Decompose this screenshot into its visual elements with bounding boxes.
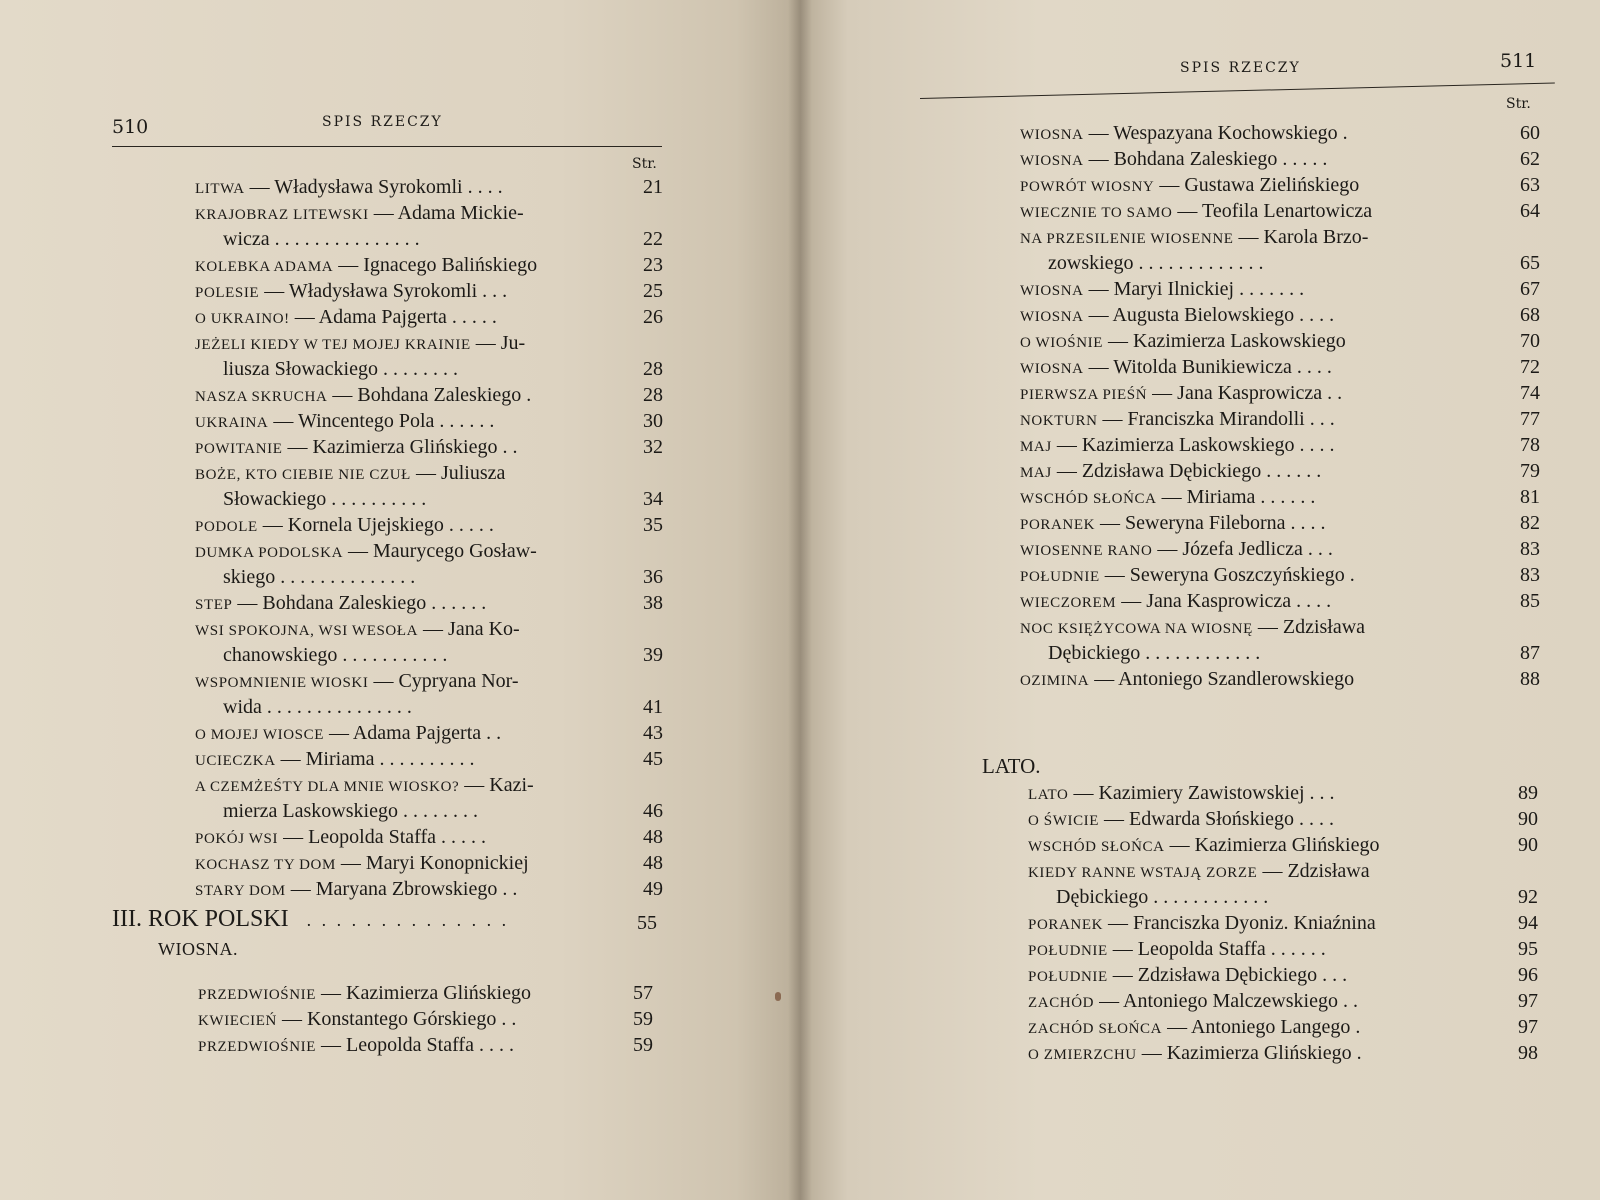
toc-entry: [195, 408, 663, 434]
toc-list: [195, 174, 663, 902]
entry-title: PIERWSZA PIEŚŃ: [1020, 387, 1148, 403]
entry-author: — Antoniego Langego .: [1162, 1016, 1361, 1038]
toc-entry: [195, 746, 663, 772]
entry-page-num: 46: [643, 800, 663, 822]
entry-page-num: 28: [643, 358, 663, 380]
toc-entry: [195, 434, 663, 460]
entry-author: — Zdzisława: [1257, 860, 1370, 882]
toc-entry: [1020, 406, 1540, 432]
toc-entry: [1020, 328, 1540, 354]
entry-page-num: 62: [1520, 148, 1540, 170]
entry-page-num: 82: [1520, 512, 1540, 534]
toc-entry: [1020, 458, 1540, 484]
entry-title: WSCHÓD SŁOŃCA: [1020, 491, 1157, 507]
entry-page-num: 63: [1520, 174, 1540, 196]
toc-entry: [1028, 832, 1538, 858]
entry-page-num: 59: [633, 1034, 653, 1056]
entry-title: KOCHASZ TY DOM: [195, 857, 336, 873]
subsection-toc-list: [198, 980, 653, 1058]
book-gutter: [788, 0, 812, 1200]
entry-page-num: 35: [643, 514, 663, 536]
entry-page-num: 90: [1518, 808, 1538, 830]
toc-entry: [195, 538, 663, 564]
entry-title: POWITANIE: [195, 441, 283, 457]
toc-entry: [1028, 858, 1538, 884]
toc-entry: [1028, 988, 1538, 1014]
entry-title: NASZA SKRUCHA: [195, 389, 328, 405]
entry-author: chanowskiego . . . . . . . . . . .: [223, 644, 448, 666]
entry-title: ZACHÓD: [1028, 995, 1095, 1011]
entry-page-num: 49: [643, 878, 663, 900]
toc-entry: [1020, 484, 1540, 510]
entry-page-num: 81: [1520, 486, 1540, 508]
entry-author: — Kazimierza Glińskiego . .: [282, 436, 518, 458]
toc-entry: [1020, 354, 1540, 380]
entry-author: — Seweryna Goszczyńskiego .: [1099, 564, 1355, 586]
entry-page-num: 32: [643, 436, 663, 458]
entry-author: — Kazimierza Glińskiego: [316, 982, 531, 1004]
toc-list: [1020, 120, 1540, 692]
entry-author: — Bohdana Zaleskiego . . . . . .: [232, 592, 487, 614]
toc-entry: [1028, 884, 1538, 910]
entry-author: — Antoniego Malczewskiego . .: [1094, 990, 1358, 1012]
toc-entry: [1028, 1040, 1538, 1066]
entry-author: mierza Laskowskiego . . . . . . . .: [223, 800, 478, 822]
entry-title: POWRÓT WIOSNY: [1020, 179, 1155, 195]
str-label: Str.: [632, 156, 657, 172]
toc-entry: [195, 486, 663, 512]
entry-title: BOŻE, KTO CIEBIE NIE CZUŁ: [195, 467, 411, 483]
entry-title: NA PRZESILENIE WIOSENNE: [1020, 231, 1234, 247]
entry-author: — Seweryna Fileborna . . . .: [1095, 512, 1326, 534]
entry-author: — Karola Brzo-: [1233, 226, 1369, 248]
toc-entry: [195, 512, 663, 538]
entry-title: O WIOŚNIE: [1020, 335, 1104, 351]
entry-author: — Augusta Bielowskiego . . . .: [1083, 304, 1335, 326]
entry-author: — Maryi Ilnickiej . . . . . . .: [1083, 278, 1305, 300]
entry-page-num: 22: [643, 228, 663, 250]
entry-title: JEŻELI KIEDY W TEJ MOJEJ KRAINIE: [195, 337, 471, 353]
entry-title: WIOSNA: [1020, 361, 1084, 377]
lato-heading: LATO.: [982, 754, 1041, 778]
entry-page-num: 34: [643, 488, 663, 510]
entry-page-num: 96: [1518, 964, 1538, 986]
entry-title: LITWA: [195, 181, 245, 197]
entry-title: WIOSNA: [1020, 127, 1084, 143]
section-title: III. ROK POLSKI: [112, 906, 289, 932]
entry-author: — Zdzisława Dębickiego . . . . . .: [1051, 460, 1322, 482]
toc-entry: [1028, 962, 1538, 988]
entry-author: — Franciszka Dyoniz. Kniaźnina: [1103, 912, 1376, 934]
entry-page-num: 30: [643, 410, 663, 432]
running-title: SPIS RZECZY: [1180, 60, 1301, 76]
entry-author: — Gustawa Zielińskiego: [1154, 174, 1360, 196]
entry-author: skiego . . . . . . . . . . . . . .: [223, 566, 416, 588]
entry-author: — Wincentego Pola . . . . . .: [268, 410, 495, 432]
entry-author: — Maryi Konopnickiej: [335, 852, 529, 874]
entry-author: — Kazimierza Glińskiego: [1164, 834, 1380, 856]
entry-author: — Kazimiery Zawistowskiej . . .: [1068, 782, 1335, 804]
toc-entry: [195, 590, 663, 616]
entry-author: — Jana Ko-: [418, 618, 520, 640]
entry-author: — Leopolda Staffa . . . .: [316, 1034, 514, 1056]
entry-title: POŁUDNIE: [1028, 969, 1108, 985]
header-rule: [920, 82, 1555, 99]
entry-author: — Maryana Zbrowskiego . .: [285, 878, 518, 900]
toc-entry: [1020, 172, 1540, 198]
toc-entry: [1020, 614, 1540, 640]
entry-author: liusza Słowackiego . . . . . . . .: [223, 358, 458, 380]
toc-entry: [195, 876, 663, 902]
entry-page-num: 88: [1520, 668, 1540, 690]
entry-page-num: 36: [643, 566, 663, 588]
entry-title: PORANEK: [1020, 517, 1096, 533]
toc-entry: [1020, 666, 1540, 692]
toc-entry: [1020, 510, 1540, 536]
entry-author: — Jana Kasprowicza . . . .: [1116, 590, 1332, 612]
toc-entry: [198, 1032, 653, 1058]
toc-entry: [1028, 1014, 1538, 1040]
toc-entry: [195, 668, 663, 694]
toc-entry: [195, 460, 663, 486]
entry-author: — Bohdana Zaleskiego .: [327, 384, 532, 406]
entry-title: WIOSNA: [1020, 153, 1084, 169]
lato-block: [982, 752, 1542, 782]
entry-author: — Władysława Syrokomli . . .: [259, 280, 508, 302]
toc-entry: [195, 356, 663, 382]
section-page-num: 55: [637, 912, 657, 934]
entry-author: — Adama Pajgerta . . . . .: [289, 306, 497, 328]
entry-author: — Juliusza: [410, 462, 506, 484]
entry-title: KWIECIEŃ: [198, 1013, 277, 1029]
entry-page-num: 45: [643, 748, 663, 770]
entry-author: Dębickiego . . . . . . . . . . . .: [1048, 642, 1261, 664]
entry-page-num: 23: [643, 254, 663, 276]
entry-title: O ŚWICIE: [1028, 813, 1100, 829]
entry-title: WSI SPOKOJNA, WSI WESOŁA: [195, 623, 419, 639]
entry-title: KOLEBKA ADAMA: [195, 259, 334, 275]
entry-page-num: 87: [1520, 642, 1540, 664]
entry-author: Dębickiego . . . . . . . . . . . .: [1056, 886, 1269, 908]
entry-title: WSPOMNIENIE WIOSKI: [195, 675, 369, 691]
toc-entry: [195, 694, 663, 720]
entry-page-num: 67: [1520, 278, 1540, 300]
entry-title: A CZEMŻEŚTY DLA MNIE WIOSKO?: [195, 779, 460, 795]
toc-entry: [1020, 432, 1540, 458]
toc-entry: [1020, 276, 1540, 302]
entry-title: ZACHÓD SŁOŃCA: [1028, 1021, 1163, 1037]
entry-page-num: 60: [1520, 122, 1540, 144]
entry-page-num: 57: [633, 982, 653, 1004]
entry-title: POŁUDNIE: [1020, 569, 1100, 585]
entry-author: — Miriama . . . . . . . . . .: [275, 748, 475, 770]
entry-author: — Adama Pajgerta . .: [323, 722, 502, 744]
page-number: 511: [1500, 50, 1537, 72]
entry-author: wicza . . . . . . . . . . . . . . .: [223, 228, 420, 250]
entry-page-num: 65: [1520, 252, 1540, 274]
toc-entry: [195, 642, 663, 668]
entry-title: WSCHÓD SŁOŃCA: [1028, 839, 1165, 855]
entry-page-num: 74: [1520, 382, 1540, 404]
toc-entry: [198, 980, 653, 1006]
entry-title: UCIECZKA: [195, 753, 276, 769]
entry-title: PORANEK: [1028, 917, 1104, 933]
toc-entry: [195, 304, 663, 330]
toc-entry: [1028, 936, 1538, 962]
toc-entry: [195, 226, 663, 252]
entry-page-num: 90: [1518, 834, 1538, 856]
entry-page-num: 79: [1520, 460, 1540, 482]
entry-page-num: 48: [643, 852, 663, 874]
entry-title: O MOJEJ WIOSCE: [195, 727, 324, 743]
entry-page-num: 21: [643, 176, 663, 198]
entry-page-num: 83: [1520, 538, 1540, 560]
section-block: [112, 902, 657, 966]
entry-page-num: 95: [1518, 938, 1538, 960]
toc-entry: [1020, 146, 1540, 172]
entry-author: — Kazimierza Glińskiego .: [1136, 1042, 1362, 1064]
entry-page-num: 78: [1520, 434, 1540, 456]
entry-page-num: 92: [1518, 886, 1538, 908]
entry-page-num: 48: [643, 826, 663, 848]
entry-page-num: 98: [1518, 1042, 1538, 1064]
entry-title: KIEDY RANNE WSTAJĄ ZORZE: [1028, 865, 1258, 881]
toc-entry: [195, 382, 663, 408]
paper-stain: [775, 992, 781, 1001]
entry-page-num: 97: [1518, 1016, 1538, 1038]
toc-entry: [1020, 250, 1540, 276]
entry-title: WIECZNIE TO SAMO: [1020, 205, 1173, 221]
toc-entry: [195, 824, 663, 850]
entry-page-num: 43: [643, 722, 663, 744]
entry-page-num: 94: [1518, 912, 1538, 934]
entry-page-num: 97: [1518, 990, 1538, 1012]
entry-page-num: 25: [643, 280, 663, 302]
entry-author: — Leopolda Staffa . . . . .: [278, 826, 486, 848]
toc-entry: [195, 564, 663, 590]
entry-title: UKRAINA: [195, 415, 269, 431]
entry-title: NOKTURN: [1020, 413, 1098, 429]
entry-page-num: 39: [643, 644, 663, 666]
entry-title: LATO: [1028, 787, 1069, 803]
entry-title: NOC KSIĘŻYCOWA NA WIOSNĘ: [1020, 621, 1253, 637]
entry-page-num: 85: [1520, 590, 1540, 612]
toc-entry: [1020, 120, 1540, 146]
entry-page-num: 70: [1520, 330, 1540, 352]
entry-page-num: 83: [1520, 564, 1540, 586]
entry-author: — Bohdana Zaleskiego . . . . .: [1083, 148, 1328, 170]
entry-author: — Ignacego Balińskiego: [333, 254, 538, 276]
page-number: 510: [112, 116, 149, 138]
toc-entry: [1020, 302, 1540, 328]
toc-entry: [198, 1006, 653, 1032]
entry-author: — Władysława Syrokomli . . . .: [244, 176, 503, 198]
entry-title: OZIMINA: [1020, 673, 1090, 689]
entry-author: — Witolda Bunikiewicza . . . .: [1083, 356, 1332, 378]
toc-entry: [195, 798, 663, 824]
entry-author: — Edwarda Słońskiego . . . .: [1099, 808, 1335, 830]
entry-page-num: 77: [1520, 408, 1540, 430]
entry-author: — Teofila Lenartowicza: [1172, 200, 1373, 222]
entry-title: WIOSENNE RANO: [1020, 543, 1153, 559]
entry-title: KRAJOBRAZ LITEWSKI: [195, 207, 369, 223]
toc-entry: [1028, 910, 1538, 936]
entry-author: — Maurycego Gosław-: [343, 540, 537, 562]
entry-author: zowskiego . . . . . . . . . . . . .: [1048, 252, 1264, 274]
entry-author: — Kornela Ujejskiego . . . . .: [257, 514, 494, 536]
subsection-heading: WIOSNA.: [158, 939, 238, 959]
entry-title: WIOSNA: [1020, 283, 1084, 299]
toc-entry: [195, 772, 663, 798]
entry-author: Słowackiego . . . . . . . . . .: [223, 488, 427, 510]
entry-title: O ZMIERZCHU: [1028, 1047, 1137, 1063]
toc-entry: [1028, 780, 1538, 806]
toc-entry: [195, 616, 663, 642]
entry-title: POŁUDNIE: [1028, 943, 1108, 959]
entry-title: POLESIE: [195, 285, 260, 301]
toc-entry: [195, 200, 663, 226]
running-title: SPIS RZECZY: [322, 114, 443, 130]
entry-author: — Wespazyana Kochowskiego .: [1083, 122, 1348, 144]
entry-author: wida . . . . . . . . . . . . . . .: [223, 696, 412, 718]
entry-title: PODOLE: [195, 519, 258, 535]
entry-title: DUMKA PODOLSKA: [195, 545, 343, 561]
entry-page-num: 38: [643, 592, 663, 614]
entry-title: STARY DOM: [195, 883, 286, 899]
entry-author: — Konstantego Górskiego . .: [276, 1008, 517, 1030]
entry-title: WIOSNA: [1020, 309, 1084, 325]
entry-author: — Cypryana Nor-: [368, 670, 519, 692]
entry-page-num: 59: [633, 1008, 653, 1030]
entry-author: — Zdzisława: [1252, 616, 1366, 638]
entry-title: POKÓJ WSI: [195, 831, 279, 847]
entry-author: — Ju-: [470, 332, 526, 354]
toc-entry: [195, 252, 663, 278]
entry-title: O UKRAINO!: [195, 311, 290, 327]
entry-page-num: 72: [1520, 356, 1540, 378]
entry-author: — Kazimierza Laskowskiego . . . .: [1051, 434, 1335, 456]
entry-title: MAJ: [1020, 439, 1052, 455]
toc-entry: [195, 850, 663, 876]
entry-author: — Franciszka Mirandolli . . .: [1097, 408, 1335, 430]
right-page: [800, 0, 1600, 1200]
entry-page-num: 41: [643, 696, 663, 718]
section-heading: [112, 902, 657, 936]
toc-entry: [1020, 224, 1540, 250]
toc-entry: [195, 330, 663, 356]
entry-page-num: 64: [1520, 200, 1540, 222]
entry-title: MAJ: [1020, 465, 1052, 481]
toc-entry: [1020, 562, 1540, 588]
toc-entry: [1020, 588, 1540, 614]
entry-title: PRZEDWIOŚNIE: [198, 1039, 317, 1055]
toc-entry: [1028, 806, 1538, 832]
toc-entry: [1020, 640, 1540, 666]
entry-author: — Józefa Jedlicza . . .: [1152, 538, 1333, 560]
toc-entry: [195, 174, 663, 200]
toc-entry: [1020, 536, 1540, 562]
section-dots: . . . . . . . . . . . . . .: [306, 910, 510, 930]
entry-title: STEP: [195, 597, 233, 613]
entry-author: — Kazimierza Laskowskiego: [1103, 330, 1346, 352]
entry-page-num: 26: [643, 306, 663, 328]
toc-entry: [195, 720, 663, 746]
entry-author: — Antoniego Szandlerowskiego: [1089, 668, 1355, 690]
entry-author: — Zdzisława Dębickiego . . .: [1107, 964, 1348, 986]
lato-toc-list: [1028, 780, 1538, 1066]
toc-entry: [1020, 380, 1540, 406]
entry-author: — Jana Kasprowicza . .: [1147, 382, 1343, 404]
toc-entry: [1020, 198, 1540, 224]
entry-title: PRZEDWIOŚNIE: [198, 987, 317, 1003]
entry-page-num: 89: [1518, 782, 1538, 804]
str-label: Str.: [1506, 96, 1531, 112]
entry-author: — Kazi-: [459, 774, 534, 796]
header-rule: [112, 146, 662, 147]
entry-title: WIECZOREM: [1020, 595, 1117, 611]
entry-author: — Leopolda Staffa . . . . . .: [1107, 938, 1326, 960]
entry-author: — Miriama . . . . . .: [1156, 486, 1316, 508]
entry-page-num: 28: [643, 384, 663, 406]
toc-entry: [195, 278, 663, 304]
entry-author: — Adama Mickie-: [368, 202, 524, 224]
entry-page-num: 68: [1520, 304, 1540, 326]
